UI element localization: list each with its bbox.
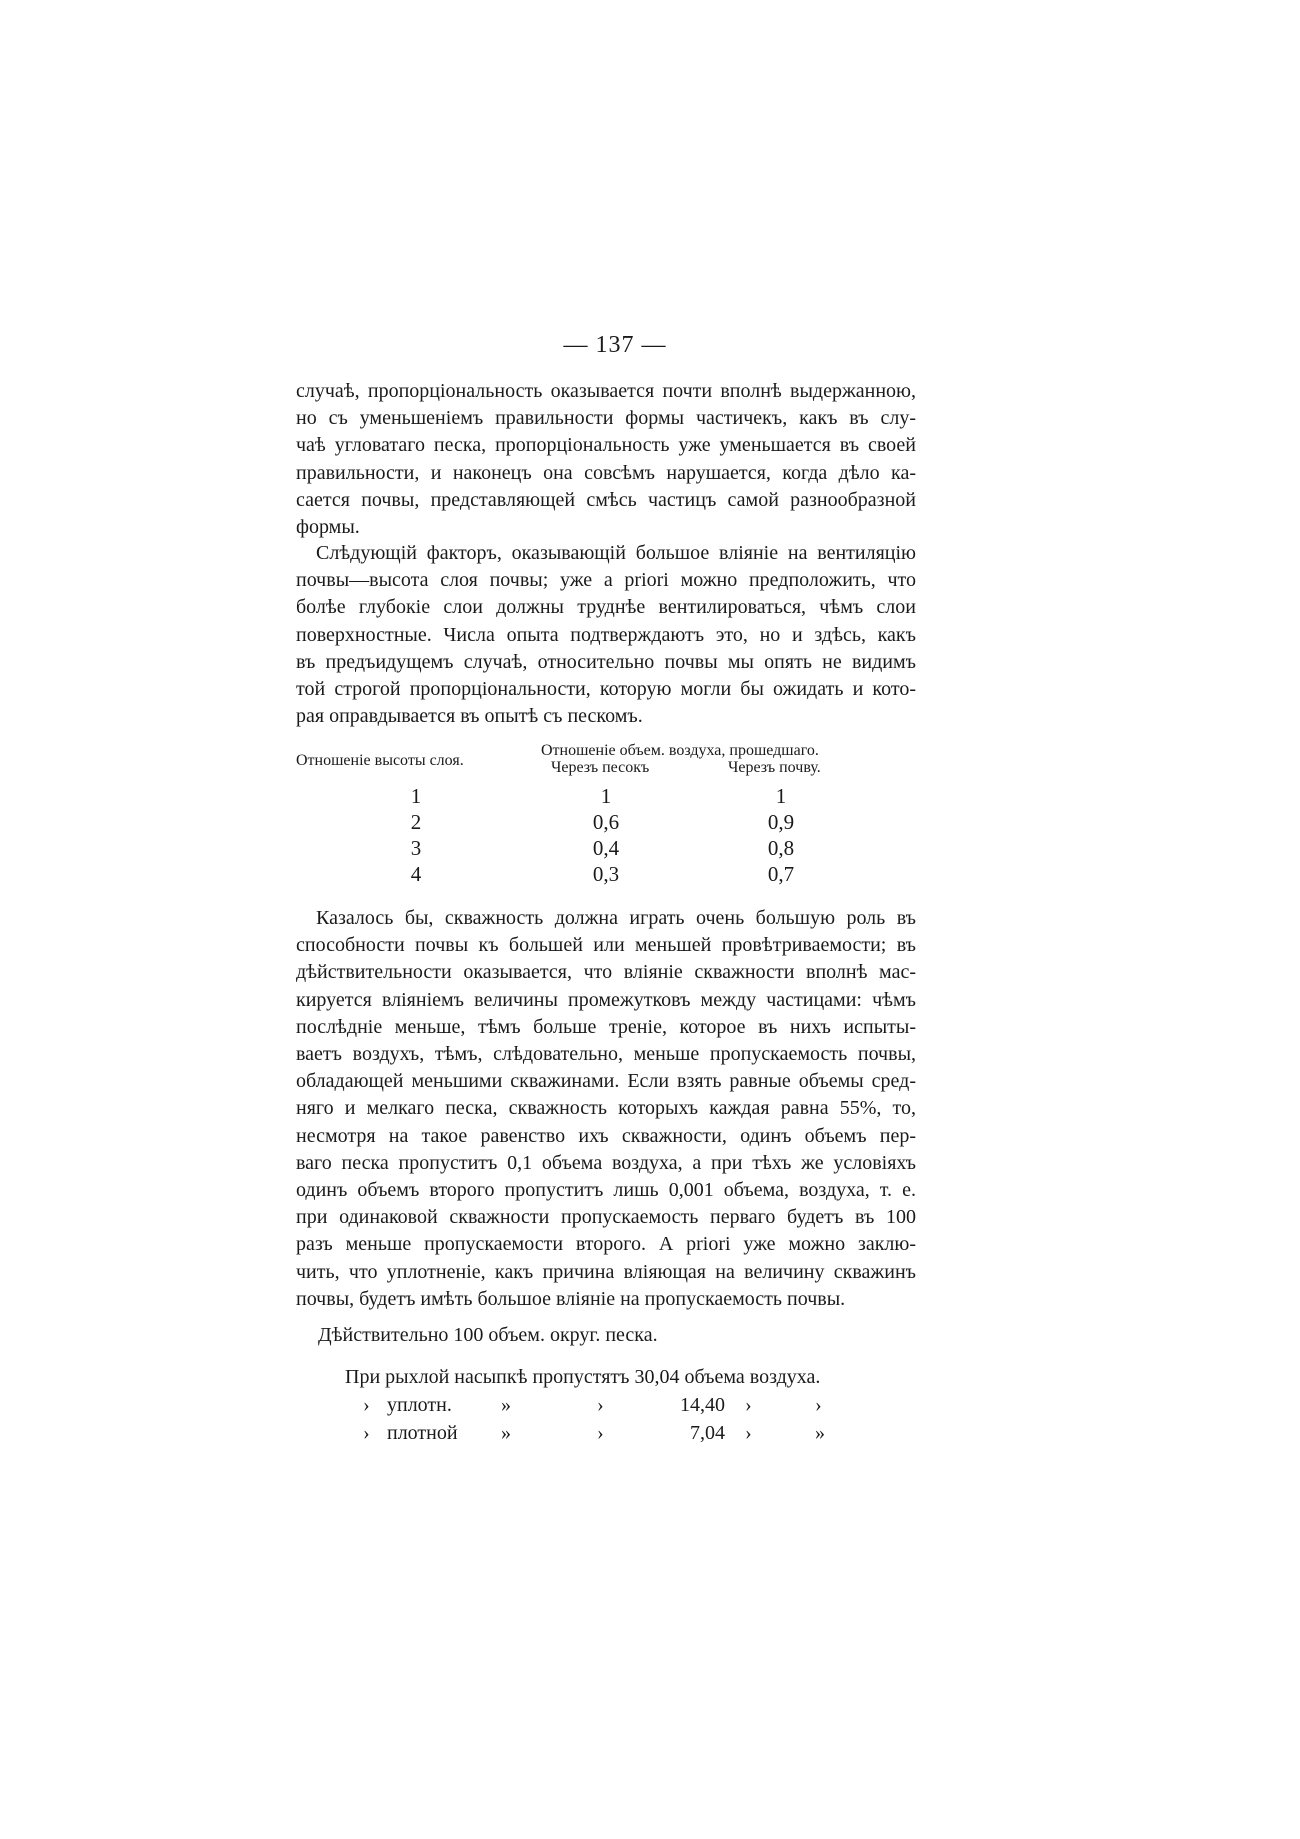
paragraph-line: почвы—высота слоя почвы; уже a priori можно предположить, что (296, 569, 916, 592)
paragraph-line: чаѣ угловатаго песка, пропорціональность уже уменьшается въ своей (296, 434, 916, 457)
table-row (296, 862, 916, 889)
cell-sand: 0,6 (592, 810, 620, 834)
paragraph-line: послѣдніе меньше, тѣмъ больше треніе, которое въ нихъ испыты- (296, 1015, 916, 1038)
fact-line: Дѣйствительно 100 объем. округ. песка. (318, 1324, 658, 1346)
page-number: — 137 — (563, 332, 667, 358)
compaction-row (345, 1394, 865, 1421)
ditto-mark: › (745, 1422, 752, 1444)
ditto-mark: » (501, 1422, 511, 1444)
ditto-mark: › (363, 1422, 370, 1444)
compaction-row (345, 1422, 865, 1449)
paragraph-line: Слѣдующій факторъ, оказывающій большое вліяніе на вентиляцію (316, 542, 916, 564)
paragraph-line: кируется вліяніемъ величины промежутковъ между частицами: чѣмъ (296, 988, 916, 1011)
cell-soil: 0,7 (767, 862, 795, 886)
cell-height: 1 (410, 784, 422, 808)
paragraph-3 (296, 905, 916, 1313)
cell-sand: 0,3 (592, 862, 620, 886)
paragraph-line: болѣе глубокіе слои должны труднѣе вентилироваться, чѣмъ слои (296, 596, 916, 619)
paragraph-line: въ предъидущемъ случаѣ, относительно почвы мы опять не видимъ (296, 650, 916, 673)
loose-fill-row (345, 1366, 865, 1393)
paragraph-line: той строгой пропорціональности, которую могли бы ожидать и кото- (296, 678, 916, 701)
paragraph-line: несмотря на такое равенство ихъ скважности, одинъ объемъ пер- (296, 1124, 916, 1147)
paragraph-line: ваетъ воздухъ, тѣмъ, слѣдовательно, меньше пропускаемость почвы, (296, 1043, 916, 1066)
table-header-sand: Черезъ песокъ (551, 759, 650, 776)
paragraph-line: способности почвы къ большей или меньшей провѣтриваемости; въ (296, 934, 916, 957)
paragraph-line: при одинаковой скважности пропускаемость перваго будетъ въ 100 (296, 1206, 916, 1229)
cell-soil: 0,9 (767, 810, 795, 834)
volume-value: 14,40 (680, 1394, 725, 1416)
ditto-mark: › (815, 1394, 822, 1416)
cell-sand: 1 (600, 784, 612, 808)
cell-soil: 0,8 (767, 836, 795, 860)
loose-fill-text: При рыхлой насыпкѣ пропустятъ 30,04 объема воздуха. (345, 1366, 821, 1388)
paragraph-line: чить, что уплотненіе, какъ причина вліяющая на величину скважинъ (296, 1260, 916, 1283)
table-row (296, 836, 916, 863)
paragraph-1 (296, 378, 916, 541)
ditto-mark: › (597, 1394, 604, 1416)
table-row (296, 784, 916, 811)
paragraph-line: но съ уменьшеніемъ правильности формы частичекъ, какъ въ слу- (296, 407, 916, 430)
cell-height: 3 (410, 836, 422, 860)
paragraph-2 (296, 540, 916, 730)
paragraph-line: рая оправдывается въ опытѣ съ пескомъ. (296, 705, 643, 728)
cell-height: 2 (410, 810, 422, 834)
paragraph-line: одинъ объемъ второго пропуститъ лишь 0,001 объема, воздуха, т. е. (296, 1179, 916, 1202)
table-row (296, 810, 916, 837)
density-label: плотной (387, 1422, 458, 1444)
cell-soil: 1 (775, 784, 787, 808)
cell-sand: 0,4 (592, 836, 620, 860)
ditto-mark: › (745, 1394, 752, 1416)
table-header-group: Отношеніе объем. воздуха, прошедшаго. (541, 742, 819, 759)
paragraph-line: разъ меньше пропускаемости второго. А priori уже можно заклю- (296, 1233, 916, 1256)
paragraph-line: формы. (296, 516, 360, 539)
cell-height: 4 (410, 862, 422, 886)
paragraph-line: поверхностные. Числа опыта подтверждаютъ это, но и здѣсь, какъ (296, 623, 916, 646)
paragraph-line: няго и мелкаго песка, скважность которыхъ каждая равна 55%, то, (296, 1097, 916, 1120)
volume-value: 7,04 (690, 1422, 725, 1444)
table-header-height: Отношеніе высоты слоя. (296, 752, 464, 769)
ditto-mark: » (815, 1422, 825, 1444)
paragraph-line: случаѣ, пропорціональность оказывается почти вполнѣ выдержанною, (296, 380, 916, 402)
ditto-mark: › (597, 1422, 604, 1444)
paragraph-line: правильности, и наконецъ она совсѣмъ нарушается, когда дѣло ка- (296, 461, 916, 484)
paragraph-line: Казалось бы, скважность должна играть очень большую роль въ (316, 907, 916, 929)
table-header-soil: Черезъ почву. (728, 759, 821, 776)
ditto-mark: › (363, 1394, 370, 1416)
paragraph-line: дѣйствительности оказывается, что вліяніе скважности вполнѣ мас- (296, 961, 916, 984)
density-label: уплотн. (387, 1394, 452, 1416)
ditto-mark: » (501, 1394, 511, 1416)
paragraph-line: ваго песка пропуститъ 0,1 объема воздуха, а при тѣхъ же условіяхъ (296, 1151, 916, 1174)
paragraph-line: сается почвы, представляющей смѣсь частицъ самой разнообразной (296, 488, 916, 511)
paragraph-line: обладающей меньшими скважинами. Если взять равные объемы сред- (296, 1070, 916, 1093)
paragraph-line: почвы, будетъ имѣть большое вліяніе на пропускаемость почвы. (296, 1287, 846, 1310)
